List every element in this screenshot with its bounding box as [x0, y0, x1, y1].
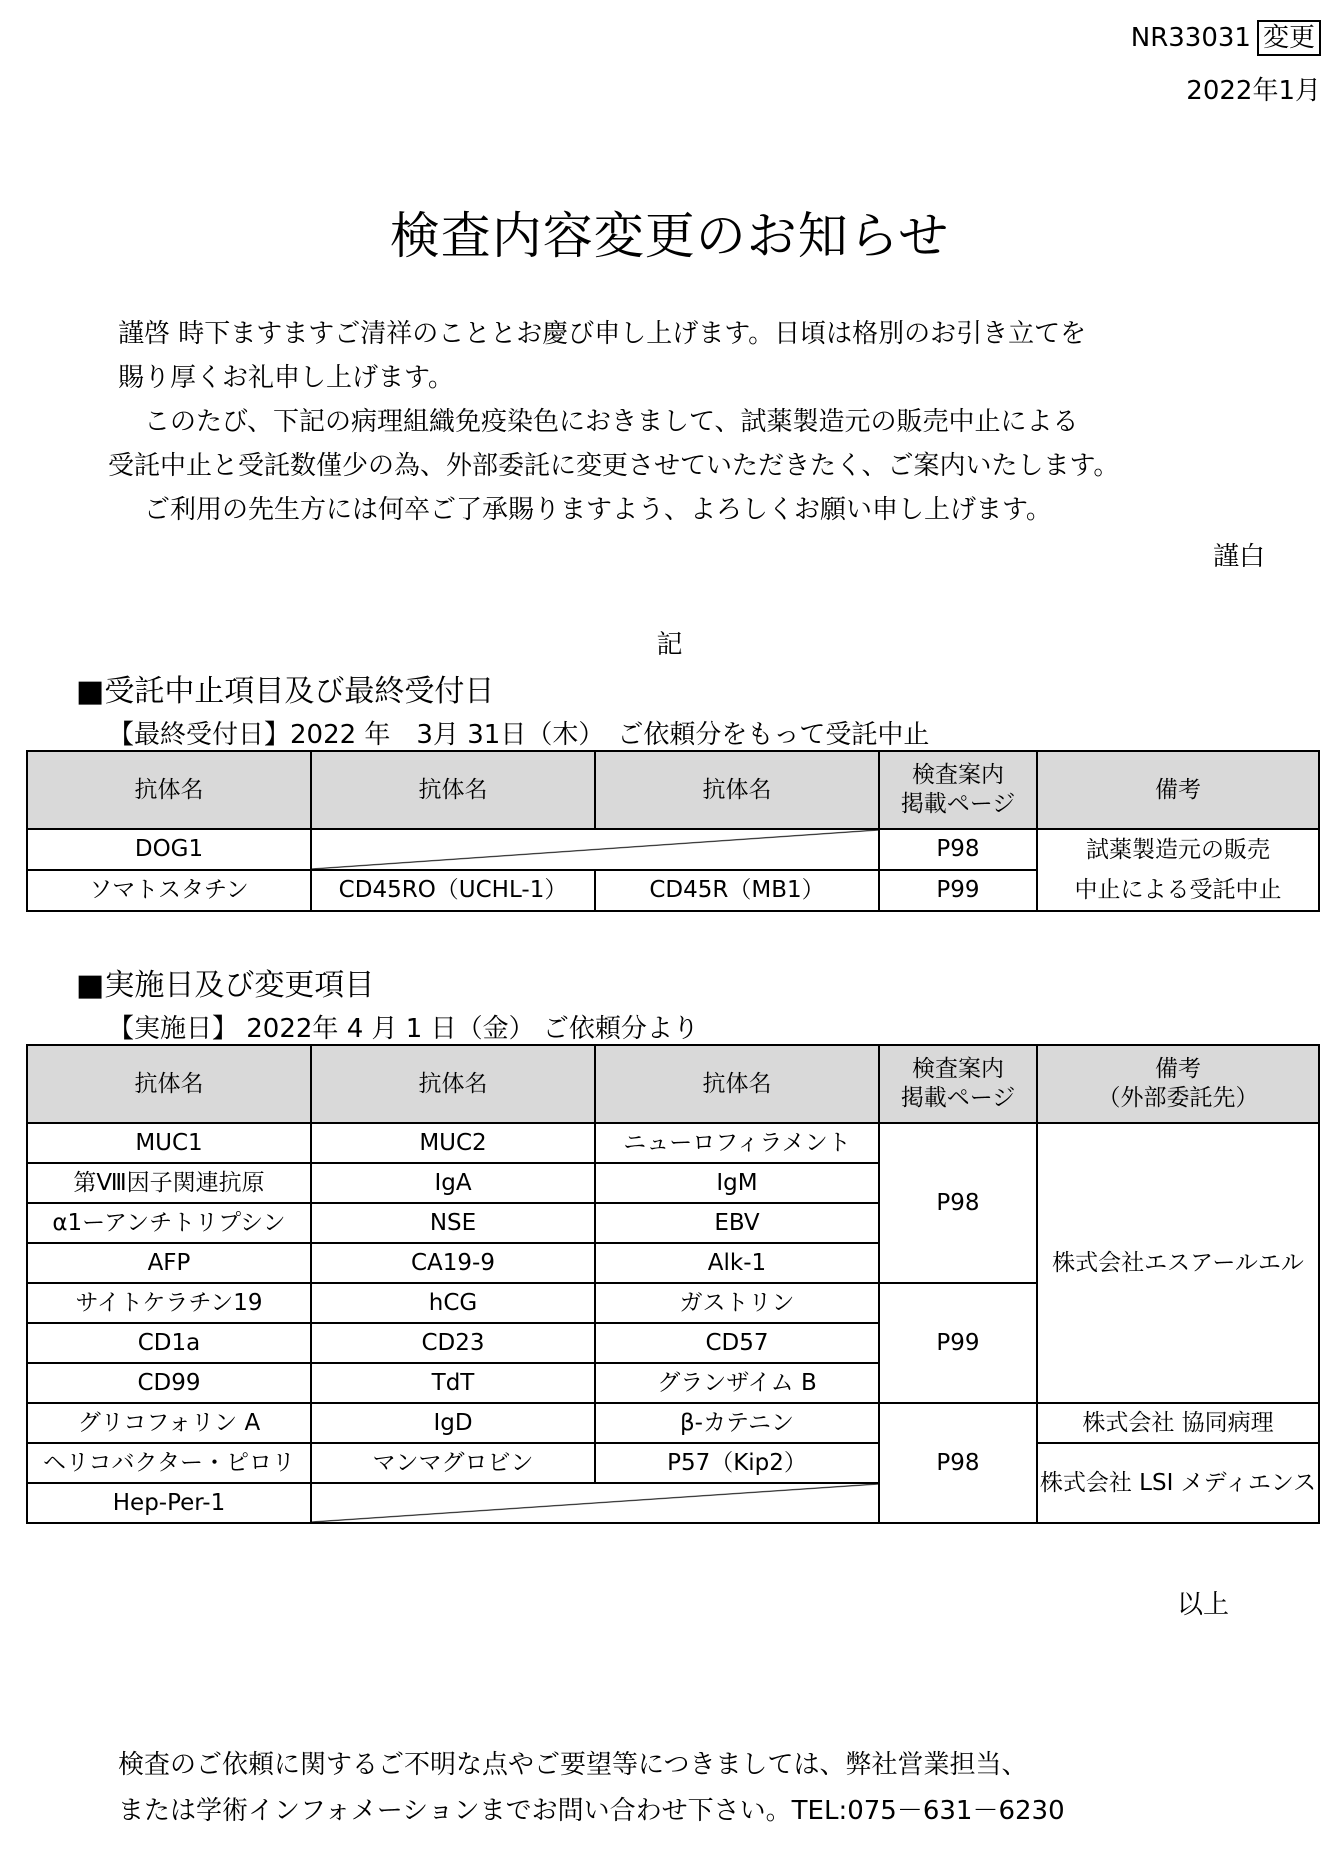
- closing-word: 謹白: [1212, 542, 1265, 572]
- header-antibody-3: 抗体名: [595, 1045, 879, 1123]
- footer-line-1: 検査のご依頼に関するご不明な点やご要望等につきましては、弊社営業担当、: [118, 1750, 1028, 1780]
- table-cell: CD1a: [27, 1323, 311, 1363]
- header-page: 検査案内 掲載ページ: [879, 751, 1037, 829]
- page-cell: P99: [879, 870, 1037, 911]
- table-cell: CD99: [27, 1363, 311, 1403]
- empty-cell: [311, 1483, 879, 1523]
- table-cell: CD57: [595, 1323, 879, 1363]
- table-cell: マンマグロビン: [311, 1443, 595, 1483]
- ki-marker: 記: [656, 630, 683, 660]
- letter-line-5: ご利用の先生方には何卒ご了承賜りますよう、よろしくお願い申し上げます。: [118, 495, 1052, 525]
- table-cell: MUC1: [27, 1123, 311, 1163]
- section1-subline: 【最終受付日】2022 年 3月 31日（木） ご依頼分をもって受託中止: [108, 720, 930, 750]
- note-cell: 株式会社エスアールエル: [1037, 1123, 1319, 1403]
- discontinued-table: [26, 750, 1320, 912]
- table-cell: DOG1: [27, 829, 311, 870]
- page-cell: P98: [879, 1123, 1037, 1283]
- table-cell: IgM: [595, 1163, 879, 1203]
- table-cell: CA19-9: [311, 1243, 595, 1283]
- letter-line-3: このたび、下記の病理組織免疫染色におきまして、試薬製造元の販売中止による: [118, 407, 1079, 437]
- table-cell: CD23: [311, 1323, 595, 1363]
- table-cell: ニューロフィラメント: [595, 1123, 879, 1163]
- section2-heading: ■実施日及び変更項目: [76, 968, 375, 1003]
- change-table: [26, 1044, 1320, 1524]
- table-cell: ガストリン: [595, 1283, 879, 1323]
- table-cell: グリコフォリン A: [27, 1403, 311, 1443]
- header-antibody-3: 抗体名: [595, 751, 879, 829]
- note-cell: 株式会社 協同病理: [1037, 1403, 1319, 1443]
- table-cell: 第Ⅷ因子関連抗原: [27, 1163, 311, 1203]
- table-cell: IgD: [311, 1403, 595, 1443]
- table-cell: ヘリコバクター・ピロリ: [27, 1443, 311, 1483]
- page-title: 検査内容変更のお知らせ: [389, 207, 950, 265]
- letter-line-1: 謹啓 時下ますますご清祥のこととお慶び申し上げます。日頃は格別のお引き立てを: [118, 319, 1087, 349]
- footer: [118, 1742, 1298, 1834]
- letter-line-2: 賜り厚くお礼申し上げます。: [118, 363, 454, 393]
- header-antibody-2: 抗体名: [311, 1045, 595, 1123]
- note-cell: 株式会社 LSI メディエンス: [1037, 1443, 1319, 1523]
- table-cell: EBV: [595, 1203, 879, 1243]
- section2-subline: 【実施日】 2022年 4 月 1 日（金） ご依頼分より: [108, 1014, 699, 1044]
- letter-line-4: 受託中止と受託数僅少の為、外部委託に変更させていただきたく、ご案内いたします。: [108, 451, 1120, 481]
- section1-heading: ■受託中止項目及び最終受付日: [76, 674, 495, 709]
- table-cell: Alk-1: [595, 1243, 879, 1283]
- table-cell: P57（Kip2）: [595, 1443, 879, 1483]
- table-cell: CD45RO（UCHL-1）: [311, 870, 595, 911]
- header-antibody-1: 抗体名: [27, 1045, 311, 1123]
- table-cell: グランザイム B: [595, 1363, 879, 1403]
- change-badge: 変更: [1257, 20, 1321, 56]
- table-cell: β-カテニン: [595, 1403, 879, 1443]
- table-cell: AFP: [27, 1243, 311, 1283]
- header-antibody-2: 抗体名: [311, 751, 595, 829]
- header-antibody-1: 抗体名: [27, 751, 311, 829]
- header-note: 備考 （外部委託先）: [1037, 1045, 1319, 1123]
- footer-line-2: または学術インフォメーションまでお問い合わせ下さい。TEL:075－631－6230: [118, 1796, 1065, 1826]
- table-cell: MUC2: [311, 1123, 595, 1163]
- page-cell: P98: [879, 829, 1037, 870]
- document-number: NR33031: [1130, 23, 1251, 53]
- table-cell: CD45R（MB1）: [595, 870, 879, 911]
- table-cell: α1ーアンチトリプシン: [27, 1203, 311, 1243]
- note-cell: 試薬製造元の販売 中止による受託中止: [1037, 829, 1319, 911]
- header-page: 検査案内 掲載ページ: [879, 1045, 1037, 1123]
- table-cell: TdT: [311, 1363, 595, 1403]
- empty-cell: [311, 829, 879, 870]
- table-cell: hCG: [311, 1283, 595, 1323]
- issue-date: 2022年1月: [1186, 76, 1321, 106]
- header-note: 備考: [1037, 751, 1319, 829]
- page-cell: P98: [879, 1403, 1037, 1523]
- table-cell: Hep-Per-1: [27, 1483, 311, 1523]
- table-cell: サイトケラチン19: [27, 1283, 311, 1323]
- table-cell: ソマトスタチン: [27, 870, 311, 911]
- table-cell: IgA: [311, 1163, 595, 1203]
- page-cell: P99: [879, 1283, 1037, 1403]
- ijo-marker: 以上: [1176, 1590, 1229, 1620]
- table-cell: NSE: [311, 1203, 595, 1243]
- document-id: [1131, 20, 1321, 56]
